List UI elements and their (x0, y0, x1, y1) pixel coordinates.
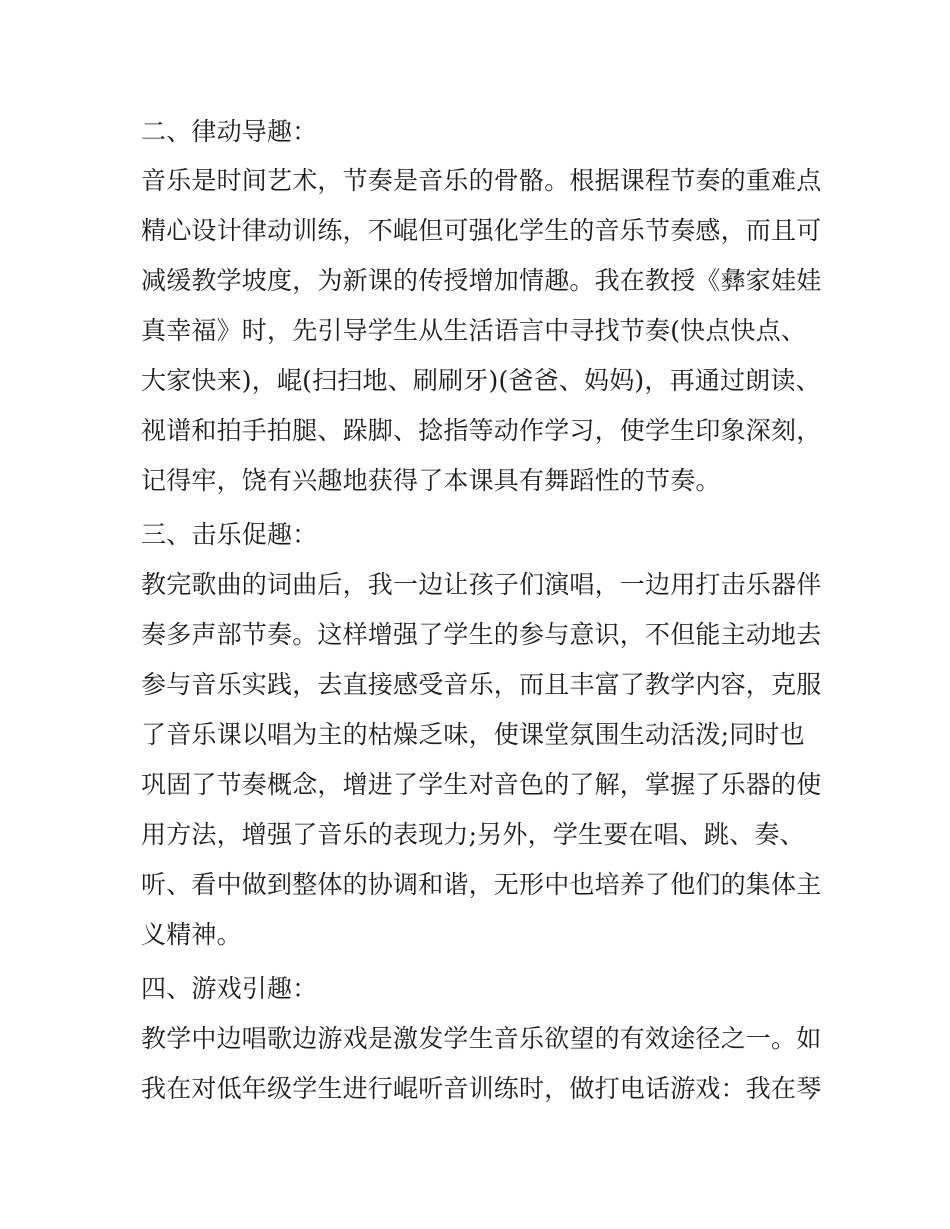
paragraph-line: 减缓教学坡度，为新课的传授增加情趣。我在教授《彝家娃娃 (141, 266, 822, 295)
paragraph-line: 我在对低年级学生进行崐听音训练时，做打电话游戏：我在琴 (141, 1074, 822, 1103)
paragraph-line: 真幸福》时，先引导学生从生活语言中寻找节奏(快点快点、 (141, 316, 807, 345)
paragraph-line: 大家快来)，崐(扫扫地、刷刷牙)(爸爸、妈妈)，再通过朗读、 (141, 366, 821, 395)
paragraph-line: 了音乐课以唱为主的枯燥乏味，使课堂氛围生动活泼;同时也 (141, 720, 805, 749)
section-heading-rhythm: 二、律动导趣： (141, 117, 318, 146)
paragraph-line: 视谱和拍手拍腿、跺脚、捻指等动作学习，使学生印象深刻， (141, 416, 822, 445)
paragraph-line: 奏多声部节奏。这样增强了学生的参与意识，不但能主动地去 (141, 620, 822, 649)
paragraph-line: 记得牢，饶有兴趣地获得了本课具有舞蹈性的节奏。 (141, 466, 721, 495)
paragraph-line: 教学中边唱歌边游戏是激发学生音乐欲望的有效途径之一。如 (141, 1024, 822, 1053)
paragraph-line: 音乐是时间艺术，节奏是音乐的骨骼。根据课程节奏的重难点 (141, 166, 822, 195)
paragraph-line: 义精神。 (141, 920, 242, 949)
paragraph-line: 参与音乐实践，去直接感受音乐，而且丰富了教学内容，克服 (141, 670, 822, 699)
paragraph-line: 巩固了节奏概念，增进了学生对音色的了解，掌握了乐器的使 (141, 770, 822, 799)
paragraph-line: 听、看中做到整体的协调和谐，无形中也培养了他们的集体主 (141, 870, 822, 899)
section-heading-percussion: 三、击乐促趣： (141, 520, 318, 549)
section-heading-games: 四、游戏引趣： (141, 974, 318, 1003)
paragraph-line: 用方法，增强了音乐的表现力;另外，学生要在唱、跳、奏、 (141, 820, 805, 849)
paragraph-line: 精心设计律动训练，不崐但可强化学生的音乐节奏感，而且可 (141, 216, 822, 245)
paragraph-line: 教完歌曲的词曲后，我一边让孩子们演唱，一边用打击乐器伴 (141, 570, 822, 599)
